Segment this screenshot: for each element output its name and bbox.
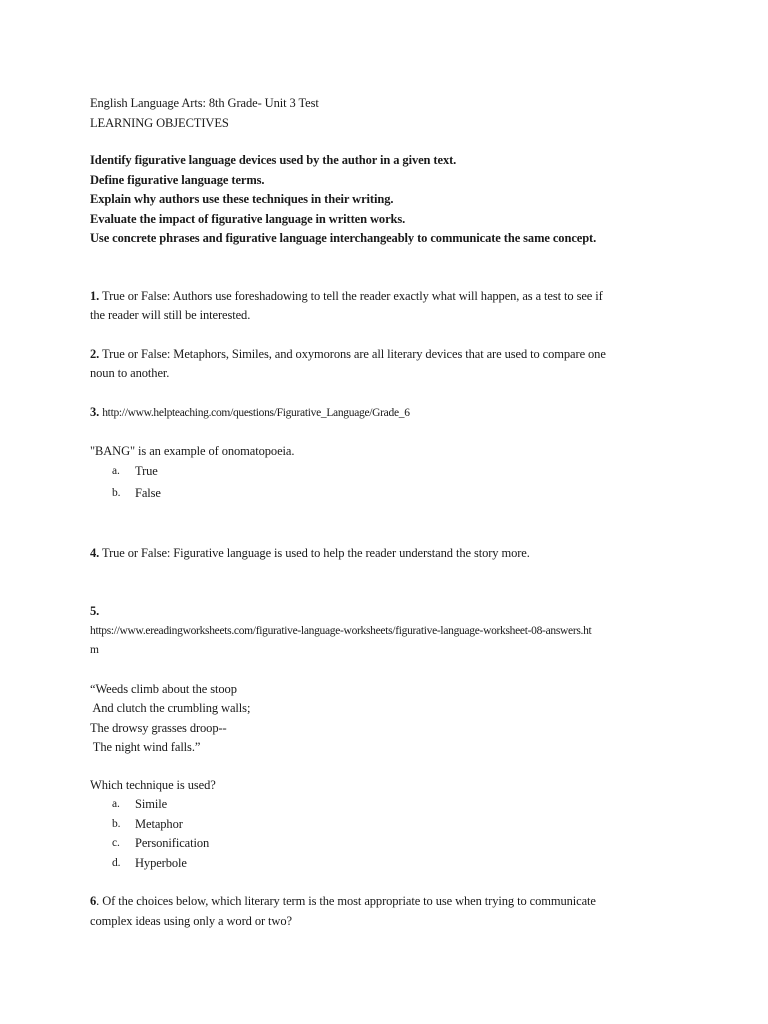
poem-line: And clutch the crumbling walls; [90, 701, 251, 715]
answer-option[interactable] [90, 462, 690, 482]
question-6 [90, 892, 690, 931]
question-number: 1. [90, 288, 100, 303]
objective-item: Evaluate the impact of figurative language in written works. [90, 211, 406, 226]
question-1 [90, 287, 690, 326]
option-letter: d. [112, 856, 121, 869]
option-text: Simile [135, 797, 168, 811]
source-link[interactable]: https://www.ereadingworksheets.com/figurative-language-worksheets/figurative-language-worksheet-08-answers.ht [90, 624, 592, 637]
answer-option[interactable] [90, 484, 690, 504]
objectives-list [90, 151, 690, 249]
question-text-continued: the reader will still be interested. [90, 308, 251, 322]
question-text-continued: complex ideas using only a word or two? [90, 913, 292, 928]
question-number: 5. [90, 604, 100, 618]
poem-line: The night wind falls.” [90, 740, 201, 754]
answer-option[interactable] [90, 815, 690, 835]
question-text: True or False: Authors use foreshadowing to tell the reader exactly what will happen, as a test to see if [102, 288, 603, 303]
option-letter: b. [112, 487, 121, 499]
question-prompt: "BANG" is an example of onomatopoeia. [90, 444, 295, 458]
question-text: . Of the choices below, which literary term is the most appropriate to use when trying to communicate [96, 894, 596, 908]
option-text: True [135, 463, 158, 478]
answer-option[interactable] [90, 854, 690, 874]
option-letter: b. [112, 817, 121, 830]
answer-option[interactable] [90, 795, 690, 815]
learning-objectives-heading: LEARNING OBJECTIVES [90, 115, 229, 130]
objective-item: Define figurative language terms. [90, 172, 265, 187]
source-link-continued[interactable]: m [90, 644, 99, 656]
question-prompt: Which technique is used? [90, 777, 216, 792]
option-text: Hyperbole [135, 855, 187, 870]
question-number: 4. [90, 545, 100, 560]
answer-option[interactable] [90, 834, 690, 854]
option-text: False [135, 486, 161, 500]
document-page [90, 94, 690, 931]
question-number: 2. [90, 346, 100, 361]
option-letter: c. [112, 837, 120, 849]
answer-options [90, 462, 690, 504]
option-letter: a. [112, 798, 120, 810]
objective-item: Identify figurative language devices used by the author in a given text. [90, 153, 457, 167]
option-letter: a. [112, 464, 120, 477]
option-text: Personification [135, 836, 210, 850]
poem-line: The drowsy grasses droop-- [90, 720, 227, 735]
poem-excerpt [90, 680, 690, 758]
poem-line: “Weeds climb about the stoop [90, 681, 237, 696]
question-5 [90, 602, 690, 873]
document-title: English Language Arts: 8th Grade- Unit 3 Test [90, 96, 319, 110]
answer-options [90, 795, 690, 873]
question-text: True or False: Figurative language is used to help the reader understand the story more. [102, 545, 530, 560]
question-number: 3. [90, 404, 100, 419]
question-number: 6 [90, 894, 97, 908]
question-3 [90, 403, 690, 504]
question-4 [90, 544, 690, 564]
question-text-continued: noun to another. [90, 366, 170, 380]
objective-item: Explain why authors use these techniques in their writing. [90, 192, 394, 206]
option-text: Metaphor [135, 816, 183, 831]
objective-item: Use concrete phrases and figurative language interchangeably to communicate the same concept. [90, 231, 597, 245]
question-text: True or False: Metaphors, Similes, and oxymorons are all literary devices that are used to compare one [102, 346, 606, 361]
source-link[interactable]: http://www.helpteaching.com/questions/Figurative_Language/Grade_6 [102, 406, 410, 419]
question-2 [90, 345, 690, 384]
